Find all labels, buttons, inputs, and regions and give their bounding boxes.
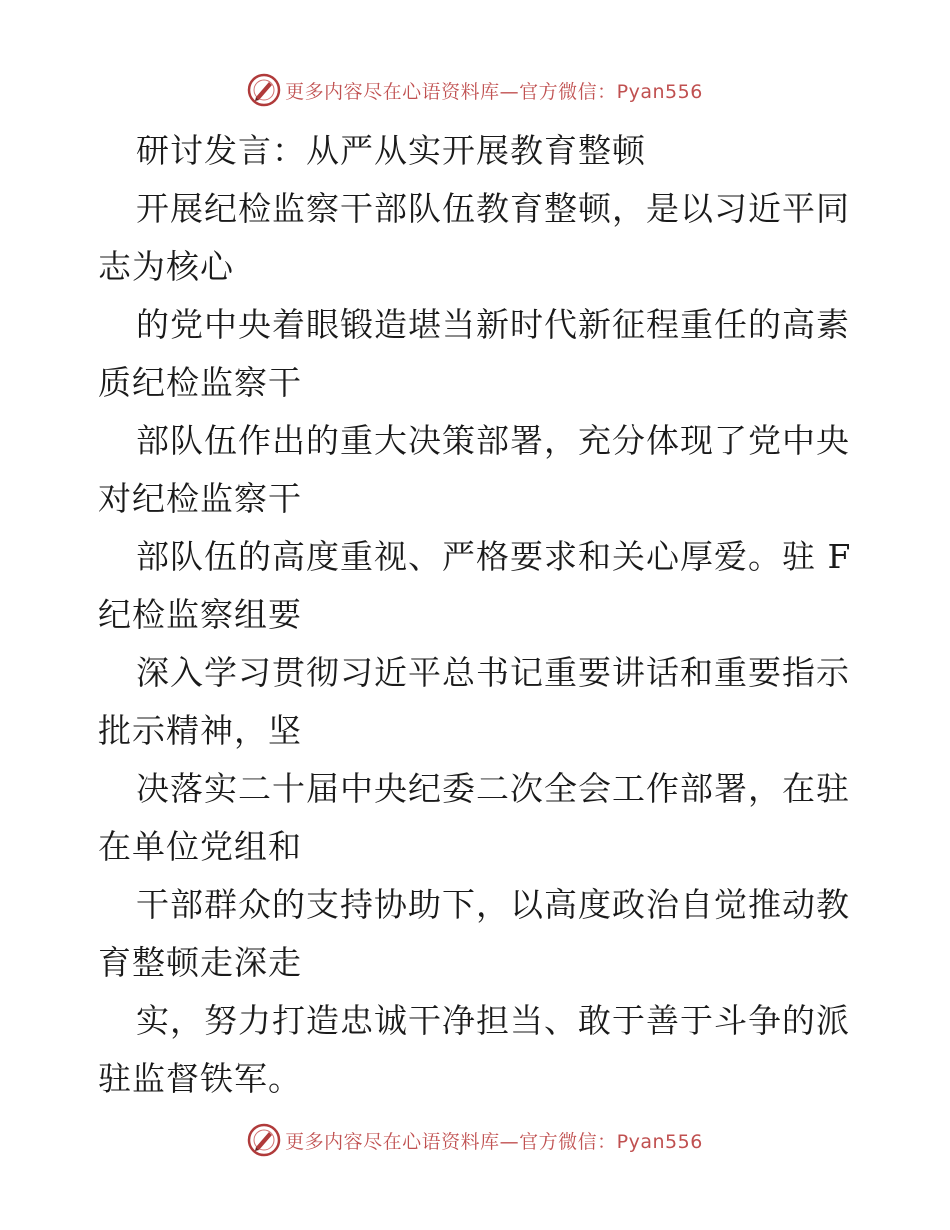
paragraph-line: 部队伍作出的重大决策部署，充分体现了党中央 — [136, 421, 850, 460]
paragraph-line: 的党中央着眼锻造堪当新时代新征程重任的高素 — [136, 305, 850, 344]
paragraph-line: 部队伍的高度重视、严格要求和关心厚爱。驻 F — [136, 537, 852, 576]
paragraph-line: 实，努力打造忠诚干净担当、敢于善于斗争的派 — [136, 1001, 850, 1040]
paragraph-line: 在单位党组和 — [98, 827, 302, 866]
footer-watermark-banner — [0, 1120, 950, 1160]
paragraph-line: 决落实二十届中央纪委二次全会工作部署，在驻 — [136, 769, 850, 808]
paragraph-line: 育整顿走深走 — [98, 943, 302, 982]
paragraph-line: 纪检监察组要 — [98, 595, 302, 634]
paragraph-line: 质纪检监察干 — [98, 363, 302, 402]
paragraph-line: 志为核心 — [98, 247, 234, 286]
banner-text: 更多内容尽在心语资料库—官方微信：Pyan556 — [285, 80, 703, 103]
banner-text: 更多内容尽在心语资料库—官方微信：Pyan556 — [285, 1130, 703, 1153]
paragraph-line: 批示精神，坚 — [98, 711, 302, 750]
paragraph-line: 开展纪检监察干部队伍教育整顿，是以习近平同 — [136, 189, 850, 228]
header-watermark-banner — [0, 70, 950, 110]
paragraph-line: 驻监督铁军。 — [98, 1059, 302, 1098]
logo-icon — [247, 1123, 281, 1157]
paragraph-line: 深入学习贯彻习近平总书记重要讲话和重要指示 — [136, 653, 850, 692]
logo-icon — [247, 73, 281, 107]
paragraph-line: 对纪检监察干 — [98, 479, 302, 518]
document-body — [98, 122, 858, 1108]
document-title: 研讨发言：从严从实开展教育整顿 — [136, 131, 646, 170]
paragraph-line: 干部群众的支持协助下，以高度政治自觉推动教 — [136, 885, 850, 924]
